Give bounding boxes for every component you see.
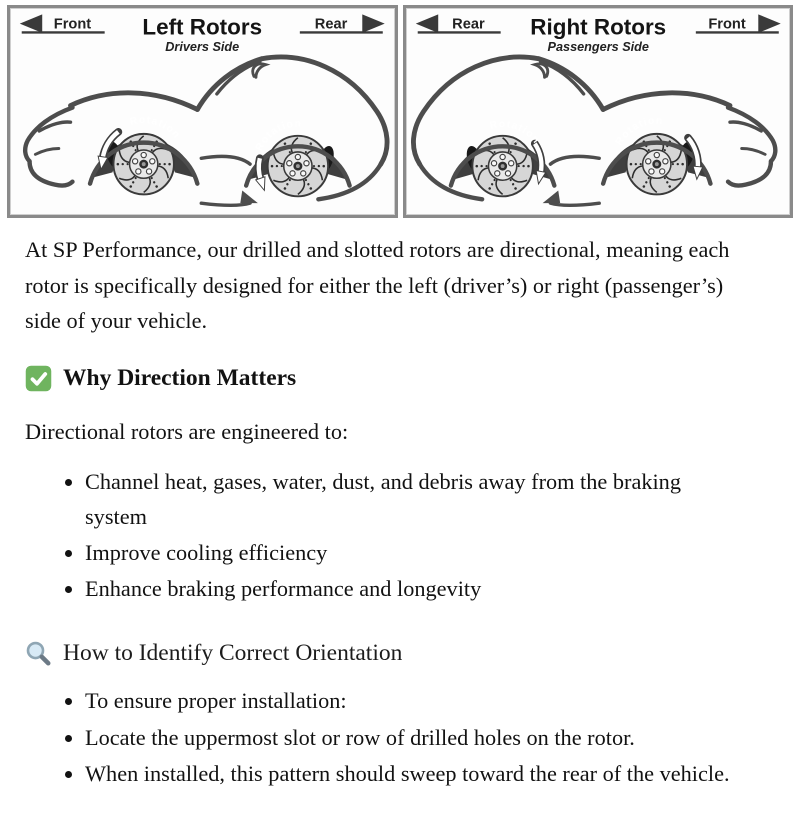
list-item: • Enhance braking performance and longevity <box>85 571 695 606</box>
rear-label: Rear <box>314 16 348 33</box>
car-sketch-right <box>413 57 775 205</box>
rear-rotation-arrow-icon <box>259 158 261 179</box>
front-label: Front <box>53 16 92 33</box>
why-direction-heading <box>25 365 770 392</box>
front-right-arrow-icon <box>758 14 780 33</box>
right-rotors-panel <box>403 5 794 218</box>
intro-paragraph: At SP Performance, our drilled and slotted rotors are directional, meaning each rotor is specifically designed for either the left (driver’s) or right (passenger’s) side of your vehicle. <box>25 236 730 334</box>
rear-right-arrow-icon <box>362 14 384 33</box>
rear-rotation-label: Rotation <box>488 119 542 147</box>
right-rotors-art <box>406 8 791 215</box>
engineered-lead: Directional rotors are engineered to: <box>25 418 349 444</box>
article-body <box>0 232 800 822</box>
list-item: • Improve cooling efficiency <box>85 535 695 570</box>
right-panel-title: Right Rotors <box>529 14 666 40</box>
left-panel-subtitle: Drivers Side <box>165 39 240 54</box>
front-left-arrow-icon <box>20 14 42 33</box>
rear-rotation-label: Rotation <box>253 118 302 153</box>
installation-list <box>25 683 770 791</box>
left-rotors-panel <box>7 5 398 218</box>
magnifying-glass-icon <box>25 640 52 667</box>
front-rotation-label: Rotation <box>128 115 183 142</box>
right-panel-subtitle: Passengers Side <box>547 39 649 54</box>
list-item: • Channel heat, gases, water, dust, and debris away from the braking system <box>85 464 695 534</box>
left-panel-header <box>20 14 385 54</box>
orientation-heading <box>25 640 770 667</box>
list-item: • To ensure proper installation: <box>85 683 765 718</box>
front-rotation-label: Rotation <box>613 115 664 148</box>
left-panel-title: Left Rotors <box>142 14 263 40</box>
right-panel-header <box>415 14 780 54</box>
list-item: • Locate the uppermost slot or row of drilled holes on the rotor. <box>85 720 765 755</box>
why-direction-heading-text: Why Direction Matters <box>63 364 297 391</box>
rear-left-arrow-icon <box>415 14 437 33</box>
rear-label: Rear <box>451 16 485 33</box>
benefits-list <box>25 464 770 607</box>
front-label: Front <box>707 16 746 33</box>
rotor-direction-diagram <box>0 0 800 218</box>
orientation-heading-text: How to Identify Correct Orientation <box>63 640 403 667</box>
car-sketch-left <box>25 57 387 205</box>
left-rotors-art <box>10 8 395 215</box>
list-item: • When installed, this pattern should sweep toward the rear of the vehicle. <box>85 756 765 791</box>
check-mark-icon <box>25 365 52 392</box>
